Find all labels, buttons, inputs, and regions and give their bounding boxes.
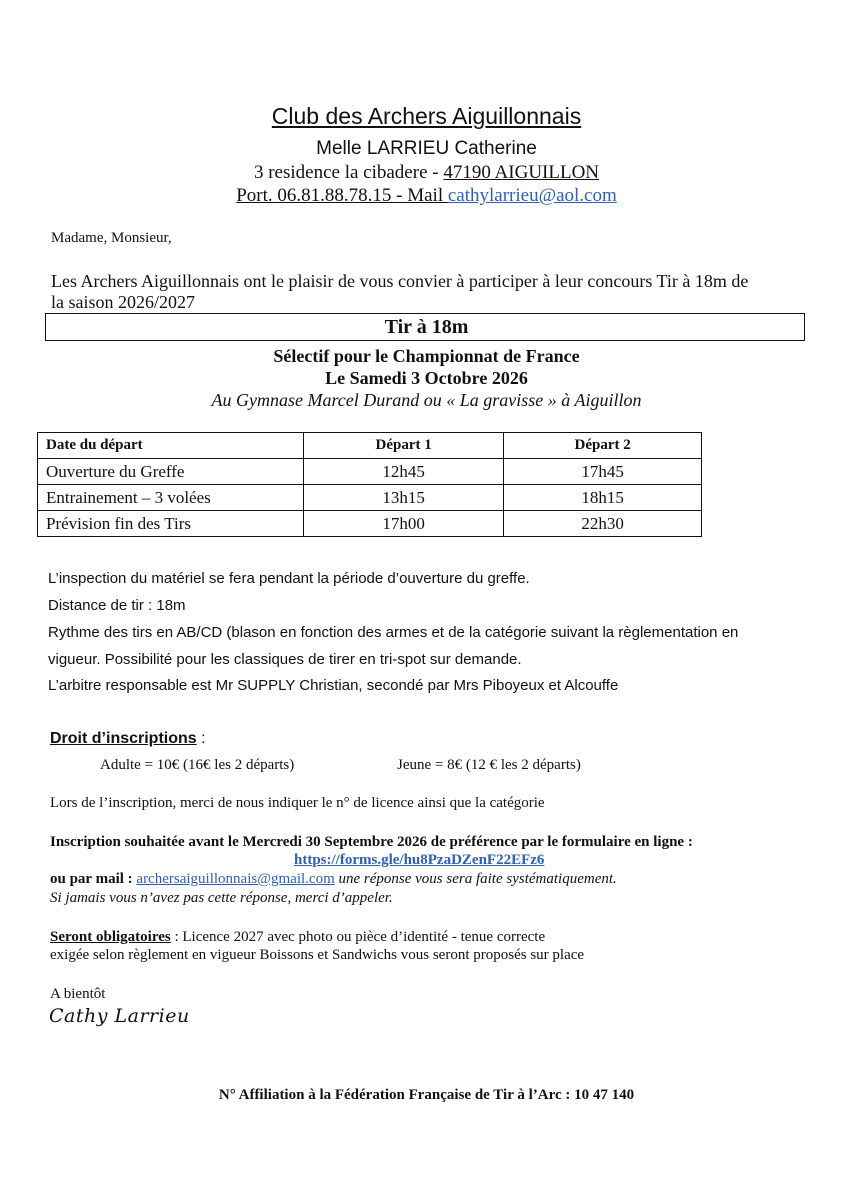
table-header: Départ 1 xyxy=(304,433,504,459)
mail-suffix: une réponse vous sera faite systématiquement. xyxy=(334,871,617,887)
event-venue: Au Gymnase Marcel Durand ou « La gravisse » à Aiguillon xyxy=(211,390,642,410)
event-title: Tir à 18m xyxy=(384,316,469,338)
salutation: Madame, Monsieur, xyxy=(51,230,172,246)
closing: A bientôt xyxy=(50,986,106,1002)
address-postal: 47190 AIGUILLON xyxy=(443,162,600,183)
form-link[interactable]: https://forms.gle/hu8PzaDZenF22EFz6 xyxy=(294,852,545,868)
table-cell: 12h45 xyxy=(304,459,504,485)
mail-link[interactable]: archersaiguillonnais@gmail.com xyxy=(136,871,335,887)
fees-heading: Droit d’inscriptions xyxy=(50,730,197,747)
licence-note: Lors de l’inscription, merci de nous indiquer le n° de licence ainsi que la catégorie xyxy=(50,795,545,811)
fee-youth: Jeune = 8€ (12 € les 2 départs) xyxy=(397,757,581,773)
club-name: Club des Archers Aiguillonnais xyxy=(271,103,582,129)
event-date: Le Samedi 3 Octobre 2026 xyxy=(325,368,528,388)
table-header-row xyxy=(38,433,702,459)
registration-line-1: Inscription souhaitée avant le Mercredi 30 Septembre 2026 de préférence par le formulaire en ligne : xyxy=(50,834,693,850)
table-row xyxy=(38,485,702,511)
table-cell: Prévision fin des Tirs xyxy=(38,511,304,537)
mail-prefix: ou par mail : xyxy=(50,871,137,887)
table-cell: Entrainement – 3 volées xyxy=(38,485,304,511)
signature: Cathy Larrieu xyxy=(49,1005,190,1027)
table-cell: Ouverture du Greffe xyxy=(38,459,304,485)
contact-name: Melle LARRIEU Catherine xyxy=(316,138,537,159)
table-row xyxy=(38,459,702,485)
info-line-3: Rythme des tirs en AB/CD (blason en fonction des armes et de la catégorie suivant la règlementation en xyxy=(48,624,739,641)
address-prefix: 3 residence la cibadere - xyxy=(253,162,444,183)
schedule-table xyxy=(37,432,702,537)
mandatory-text: : Licence 2027 avec photo ou pièce d’identité - tenue correcte xyxy=(170,929,546,945)
phone-line: Port. 06.81.88.78.15 - Mail xyxy=(236,185,448,206)
intro-line-2: la saison 2026/2027 xyxy=(51,292,195,312)
mandatory-line-2: exigée selon règlement en vigueur Boissons et Sandwichs vous seront proposés sur place xyxy=(50,947,585,963)
table-cell: 18h15 xyxy=(504,485,702,511)
info-line-1: L’inspection du matériel se fera pendant la période d’ouverture du greffe. xyxy=(48,570,530,587)
registration-line-4: Si jamais vous n’avez pas cette réponse, merci d’appeler. xyxy=(50,890,393,906)
info-line-5: L’arbitre responsable est Mr SUPPLY Christian, secondé par Mrs Piboyeux et Alcouffe xyxy=(48,677,619,694)
table-cell: 22h30 xyxy=(504,511,702,537)
table-cell: 17h00 xyxy=(304,511,504,537)
intro-line-1: Les Archers Aiguillonnais ont le plaisir de vous convier à participer à leur concours Tir à 18m de xyxy=(51,271,749,291)
email-link[interactable]: cathylarrieu@aol.com xyxy=(447,185,617,206)
info-line-2: Distance de tir : 18m xyxy=(48,597,186,614)
table-header: Départ 2 xyxy=(504,433,702,459)
fees-heading-suffix: : xyxy=(196,730,206,747)
contact-line xyxy=(0,185,853,207)
footer-affiliation: N° Affiliation à la Fédération Française de Tir à l’Arc : 10 47 140 xyxy=(218,1087,635,1103)
table-row xyxy=(38,511,702,537)
table-cell: 13h15 xyxy=(304,485,504,511)
fees-heading-line xyxy=(50,730,206,748)
table-header: Date du départ xyxy=(38,433,304,459)
mandatory-heading: Seront obligatoires xyxy=(50,929,171,945)
table-cell: 17h45 xyxy=(504,459,702,485)
info-line-4: vigueur. Possibilité pour les classiques de tirer en tri-spot sur demande. xyxy=(48,651,522,668)
fee-adult: Adulte = 10€ (16€ les 2 départs) xyxy=(100,757,295,773)
address-line xyxy=(0,162,853,184)
mandatory-line-1 xyxy=(50,929,545,946)
registration-mail-line xyxy=(50,871,617,888)
event-subtitle: Sélectif pour le Championnat de France xyxy=(273,346,580,366)
